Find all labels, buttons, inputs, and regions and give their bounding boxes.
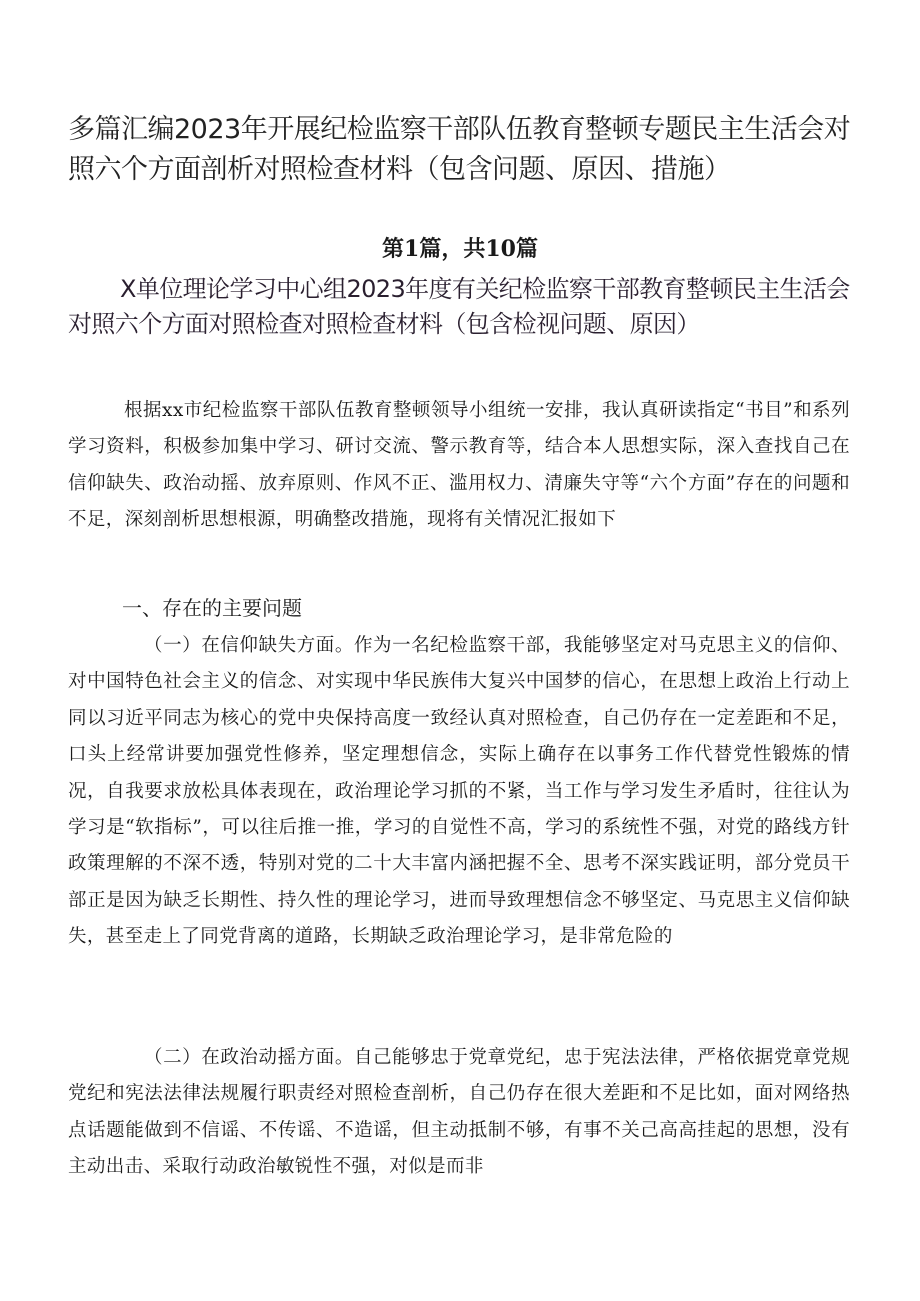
paragraph-faith: （一）在信仰缺失方面。作为一名纪检监察干部，我能够坚定对马克思主义的信仰、对中国特色社会主义的信念、对实现中华民族伟大复兴中国梦的信心，在思想上政治上行动上同以习近平同志为核心的党中央保持高度一致经认真对照检查，自己仍存在一定差距和不足，口头上经常讲要加强党性修养，坚定理想信念，实际上确存在以事务工作代替党性锻炼的情况，自我要求放松具体表现在，政治理论学习抓的不紧，当工作与学习发生矛盾时，往往认为学习是“软指标”，可以往后推一推，学习的自觉性不高，学习的系统性不强，对党的路线方针政策理解的不深不透，特别对党的二十大丰富内涵把握不全、思考不深实践证明，部分党员干部正是因为缺乏长期性、持久性的理论学习，进而导致理想信念不够坚定、马克思主义信仰缺失，甚至走上了同党背离的道路，长期缺乏政治理论学习，是非常危险的 [68, 635, 850, 948]
document-main-title: 多篇汇编2023年开展纪检监察干部队伍教育整顿专题民主生活会对照六个方面剖析对照检查材料（包含问题、原因、措施） [68, 114, 851, 185]
intro-paragraph: 根据xx市纪检监察干部队伍教育整顿领导小组统一安排，我认真研读指定“书目”和系列学习资料，积极参加集中学习、研讨交流、警示教育等，结合本人思想实际，深入查找自己在信仰缺失、政治动摇、放弃原则、作风不正、滥用权力、清廉失守等“六个方面”存在的问题和不足，深刻剖析思想根源，明确整改措施，现将有关情况汇报如下 [68, 400, 850, 531]
part-label: 第1篇，共10篇 [382, 236, 538, 262]
article-title: X单位理论学习中心组2023年度有关纪检监察干部教育整顿民主生活会对照六个方面对照检查对照检查材料（包含检视问题、原因） [68, 275, 850, 338]
section-heading: 一、存在的主要问题 [122, 596, 302, 620]
paragraph-politics: （二）在政治动摇方面。自己能够忠于党章党纪，忠于宪法法律，严格依据党章党规党纪和宪法法律法规履行职责经对照检查剖析，自己仍存在很大差距和不足比如，面对网络热点话题能做到不信谣、不传谣、不造谣，但主动抵制不够，有事不关己高高挂起的思想，没有主动出击、采取行动政治敏锐性不强，对似是而非 [68, 1047, 850, 1178]
